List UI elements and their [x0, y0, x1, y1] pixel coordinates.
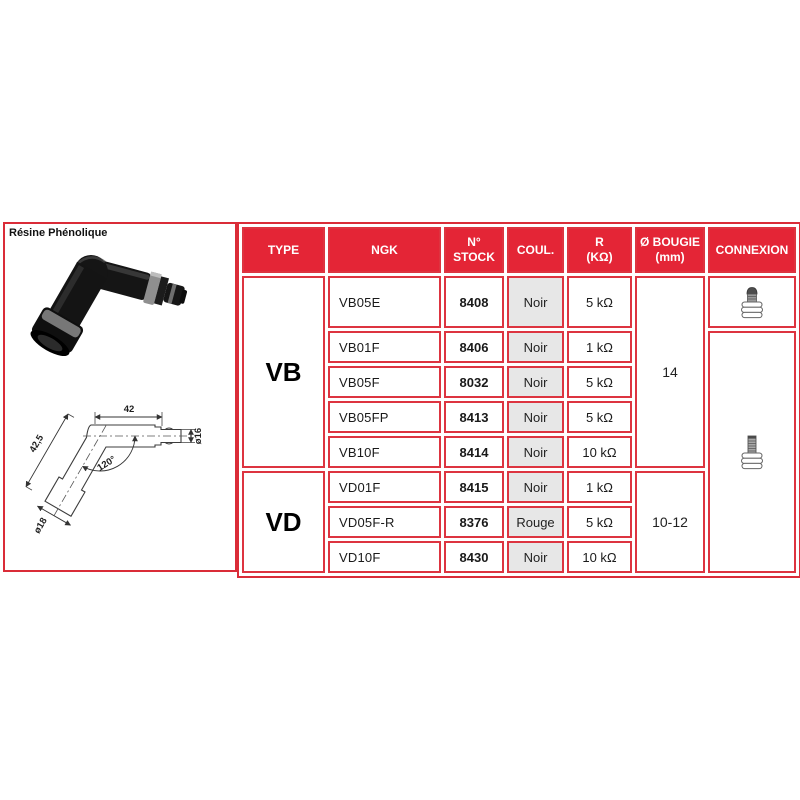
technical-drawing: [5, 390, 235, 570]
ngk-cell: VB05F: [328, 366, 441, 398]
ngk-cell: VB01F: [328, 331, 441, 363]
col-header-stock: N° STOCK: [444, 227, 504, 273]
stock-cell: 8376: [444, 506, 504, 538]
resistance-cell: 1 kΩ: [567, 471, 632, 503]
bougie-cell-vd: 10-12: [635, 471, 705, 573]
stock-cell: 8413: [444, 401, 504, 433]
stock-cell: 8032: [444, 366, 504, 398]
spec-table: [237, 222, 800, 578]
dim-dia-terminal: ø16: [193, 427, 204, 445]
spark-plug-cap-photo: [5, 240, 235, 390]
technical-drawing-svg: [5, 390, 235, 564]
ngk-cell: VB05FP: [328, 401, 441, 433]
stock-cell: 8414: [444, 436, 504, 468]
spark-plug-cap-photo-svg: [5, 240, 235, 390]
ngk-cell: VD10F: [328, 541, 441, 573]
resistance-cell: 5 kΩ: [567, 276, 632, 328]
dim-length-side: 42,5: [27, 433, 47, 455]
ngk-cell: VD01F: [328, 471, 441, 503]
coul-cell: Noir: [507, 276, 564, 328]
panel-title: Résine Phénolique: [9, 227, 108, 239]
coul-cell: Noir: [507, 366, 564, 398]
type-cell-vb: VB: [242, 276, 325, 468]
resistance-cell: 10 kΩ: [567, 436, 632, 468]
coul-cell: Noir: [507, 436, 564, 468]
dim-dia-boot: ø18: [31, 516, 50, 536]
coul-cell: Noir: [507, 401, 564, 433]
resistance-cell: 5 kΩ: [567, 366, 632, 398]
coul-cell: Rouge: [507, 506, 564, 538]
resistance-cell: 5 kΩ: [567, 506, 632, 538]
dim-angle: 120°: [95, 454, 118, 474]
ngk-cell: VB10F: [328, 436, 441, 468]
olive-terminal-icon: [739, 285, 765, 319]
bougie-cell-vb: 14: [635, 276, 705, 468]
type-cell-vd: VD: [242, 471, 325, 573]
cap-outline: [45, 425, 181, 516]
stock-cell: 8430: [444, 541, 504, 573]
table-row: [242, 331, 796, 363]
catalog-sheet: [3, 222, 797, 574]
col-header-connexion: CONNEXION: [708, 227, 796, 273]
product-panel: [3, 222, 237, 572]
resistance-cell: 1 kΩ: [567, 331, 632, 363]
col-header-coul: COUL.: [507, 227, 564, 273]
dim-length-top: 42: [123, 404, 135, 416]
resistance-cell: 10 kΩ: [567, 541, 632, 573]
col-header-resistance: R (KΩ): [567, 227, 632, 273]
ngk-cell: VD05F-R: [328, 506, 441, 538]
connexion-cell: [708, 276, 796, 328]
stock-cell: 8408: [444, 276, 504, 328]
col-header-bougie: Ø BOUGIE (mm): [635, 227, 705, 273]
coul-cell: Noir: [507, 331, 564, 363]
ngk-cell: VB05E: [328, 276, 441, 328]
coul-cell: Noir: [507, 471, 564, 503]
threaded-terminal-icon: [739, 434, 765, 470]
coul-cell: Noir: [507, 541, 564, 573]
col-header-type: TYPE: [242, 227, 325, 273]
col-header-ngk: NGK: [328, 227, 441, 273]
header-row: [242, 227, 796, 273]
resistance-cell: 5 kΩ: [567, 401, 632, 433]
connexion-cell: [708, 331, 796, 573]
stock-cell: 8415: [444, 471, 504, 503]
stock-cell: 8406: [444, 331, 504, 363]
table-row: [242, 276, 796, 328]
